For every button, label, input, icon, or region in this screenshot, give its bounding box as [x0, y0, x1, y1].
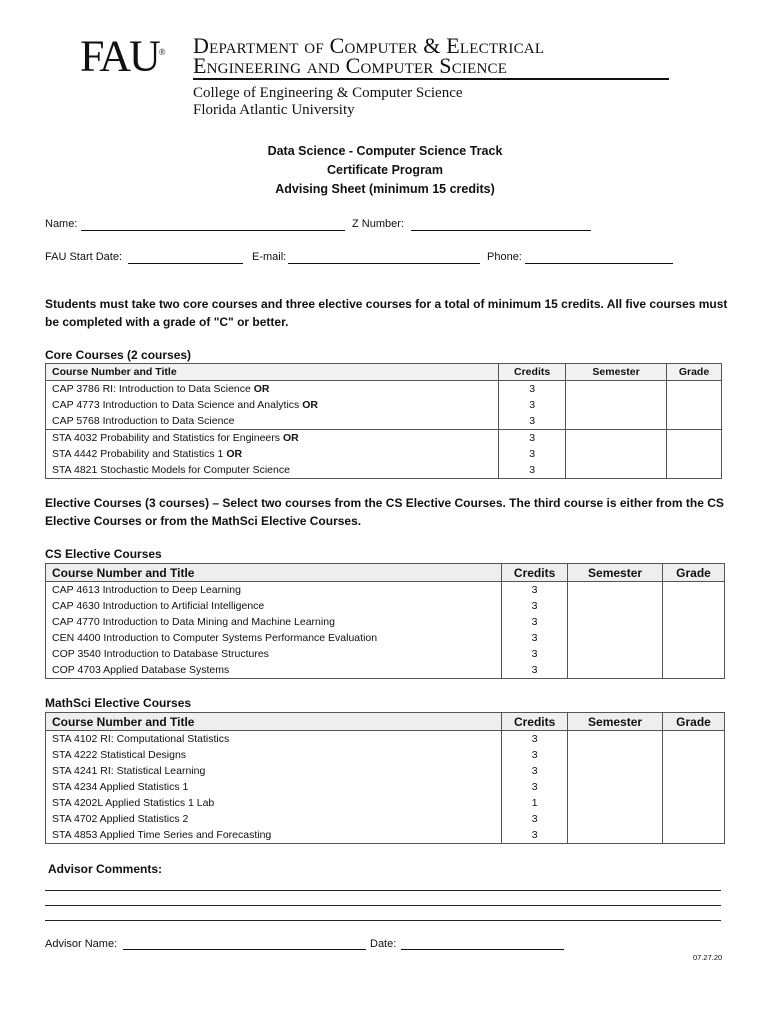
semester-cell[interactable] [566, 381, 667, 430]
col-grade: Grade [663, 564, 725, 582]
col-course: Course Number and Title [46, 564, 502, 582]
table-row: STA 4032 Probability and Statistics for Engineers OR 3 [46, 430, 722, 447]
doc-title-line-2: Certificate Program [326, 163, 443, 177]
course-credits: 3 [502, 614, 568, 630]
grade-cell[interactable] [663, 582, 725, 679]
department-line-2: Engineering and Computer Science [193, 53, 508, 78]
table-row: STA 4442 Probability and Statistics 1 OR 3 [46, 446, 722, 462]
table-row: CAP 4773 Introduction to Data Science and Analytics OR 3 [46, 397, 722, 413]
email-field[interactable] [288, 263, 480, 264]
z-number-field[interactable] [411, 230, 591, 231]
course-title: STA 4234 Applied Statistics 1 [46, 779, 502, 795]
col-semester: Semester [568, 713, 663, 731]
course-credits: 3 [502, 827, 568, 844]
start-date-field[interactable] [128, 263, 243, 264]
department-line-1: Department of Computer & Electrical [193, 33, 545, 58]
cs-elective-heading: CS Elective Courses [45, 547, 162, 561]
course-credits: 3 [502, 779, 568, 795]
course-title: STA 4202L Applied Statistics 1 Lab [46, 795, 502, 811]
university-name: Florida Atlantic University [193, 102, 355, 118]
course-credits: 3 [502, 630, 568, 646]
table-row [46, 582, 725, 599]
course-title: CAP 4770 Introduction to Data Mining and Machine Learning [46, 614, 502, 630]
name-field[interactable] [81, 230, 345, 231]
revision-date: 07.27.20 [693, 953, 723, 962]
course-title: COP 4703 Applied Database Systems [46, 662, 502, 679]
table-row: CAP 3786 RI: Introduction to Data Science OR 3 [46, 381, 722, 398]
mathsci-elective-table [45, 712, 725, 844]
col-grade: Grade [667, 364, 722, 381]
fau-logo: FAU® [80, 31, 166, 81]
table-row [46, 731, 725, 748]
name-label: Name: [45, 218, 78, 230]
col-semester: Semester [566, 364, 667, 381]
col-credits: Credits [502, 564, 568, 582]
phone-label: Phone: [487, 251, 522, 263]
course-title: STA 4241 RI: Statistical Learning [46, 763, 502, 779]
comment-line[interactable] [45, 905, 721, 906]
course-title: STA 4222 Statistical Designs [46, 747, 502, 763]
advisor-name-label: Advisor Name: [45, 938, 118, 950]
col-credits: Credits [502, 713, 568, 731]
grade-cell[interactable] [667, 430, 722, 479]
course-credits: 3 [502, 598, 568, 614]
comment-line[interactable] [45, 920, 721, 921]
semester-cell[interactable] [566, 430, 667, 479]
course-credits: 3 [502, 811, 568, 827]
course-credits: 3 [502, 731, 568, 748]
course-credits: 3 [502, 763, 568, 779]
advisor-date-label: Date: [370, 938, 397, 950]
grade-cell[interactable] [663, 731, 725, 844]
advisor-date-field[interactable] [401, 949, 564, 950]
course-title: STA 4853 Applied Time Series and Forecasting [46, 827, 502, 844]
advisor-name-field[interactable] [123, 949, 366, 950]
core-heading: Core Courses (2 courses) [45, 348, 192, 362]
core-table [45, 363, 722, 479]
grade-cell[interactable] [667, 381, 722, 430]
course-credits: 3 [502, 646, 568, 662]
elective-instructions: Elective Courses (3 courses) – Select two courses from the CS Elective Courses. The third course is either from the CS Elective Courses or from the MathSci Elective Courses. [45, 496, 724, 528]
semester-cell[interactable] [568, 582, 663, 679]
mathsci-elective-heading: MathSci Elective Courses [45, 696, 192, 710]
col-semester: Semester [568, 564, 663, 582]
course-title: CEN 4400 Introduction to Computer Systems Performance Evaluation [46, 630, 502, 646]
col-course: Course Number and Title [46, 713, 502, 731]
doc-title-line-3: Advising Sheet (minimum 15 credits) [275, 182, 495, 196]
requirements-text: Students must take two core courses and three elective courses for a total of minimum 15 credits. All five courses must be completed with a grade of "C" or better. [45, 297, 728, 329]
email-label: E-mail: [252, 251, 287, 263]
course-credits: 3 [502, 582, 568, 599]
start-date-label: FAU Start Date: [45, 251, 123, 263]
table-row: CAP 5768 Introduction to Data Science 3 [46, 413, 722, 430]
course-title: STA 4702 Applied Statistics 2 [46, 811, 502, 827]
header-rule [193, 78, 669, 80]
course-title: COP 3540 Introduction to Database Structures [46, 646, 502, 662]
table-row: STA 4821 Stochastic Models for Computer Science 3 [46, 462, 722, 479]
semester-cell[interactable] [568, 731, 663, 844]
doc-title-line-1: Data Science - Computer Science Track [267, 144, 503, 158]
course-title: CAP 4630 Introduction to Artificial Intelligence [46, 598, 502, 614]
col-credits: Credits [499, 364, 566, 381]
z-number-label: Z Number: [352, 218, 404, 230]
col-grade: Grade [663, 713, 725, 731]
cs-elective-table [45, 563, 725, 679]
phone-field[interactable] [525, 263, 673, 264]
col-course: Course Number and Title [46, 364, 499, 381]
course-credits: 3 [502, 662, 568, 679]
college-name: College of Engineering & Computer Science [193, 85, 463, 101]
course-credits: 3 [502, 747, 568, 763]
comment-line[interactable] [45, 890, 721, 891]
course-title: STA 4102 RI: Computational Statistics [46, 731, 502, 748]
course-title: CAP 4613 Introduction to Deep Learning [46, 582, 502, 599]
course-credits: 1 [502, 795, 568, 811]
advisor-comments-label: Advisor Comments: [48, 862, 163, 876]
